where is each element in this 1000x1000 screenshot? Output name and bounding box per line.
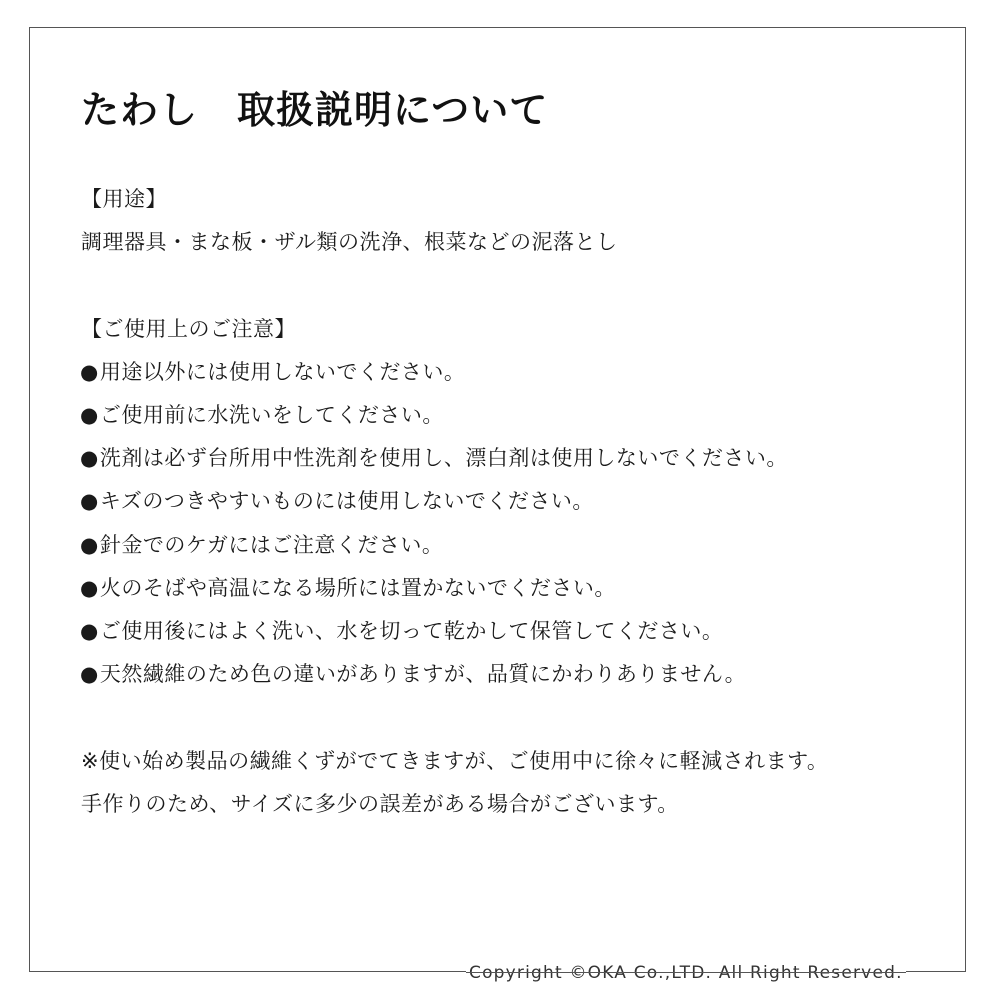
caution-item-text: キズのつきやすいものには使用しないでください。 [99,489,594,513]
bullet-icon: ● [80,662,99,686]
caution-item-text: 天然繊維のため色の違いがありますが、品質にかわりありません。 [99,662,747,686]
note-line: ※使い始め製品の繊維くずがでてきますが、ご使用中に徐々に軽減されます。 [81,749,829,773]
note-line: 手作りのため、サイズに多少の誤差がある場合がございます。 [81,792,679,816]
caution-item [80,400,444,430]
caution-item [80,573,616,603]
bullet-icon: ● [80,576,99,600]
copyright-block [466,958,906,988]
bullet-icon: ● [80,446,99,470]
caution-item-text: 洗剤は必ず台所用中性洗剤を使用し、漂白剤は使用しないでください。 [99,446,788,470]
caution-item [80,530,443,560]
copyright-text: Copyright ©OKA Co.,LTD. All Right Reserved. [469,963,903,983]
bullet-icon: ● [80,489,99,513]
bullet-icon: ● [80,403,99,427]
caution-item [80,616,723,646]
caution-item [80,486,594,516]
page-title: たわし 取扱説明について [81,88,549,132]
caution-item-text: ご使用後にはよく洗い、水を切って乾かして保管してください。 [99,619,724,643]
caution-item [80,443,788,473]
caution-item [80,357,465,387]
usage-text: 調理器具・まな板・ザル類の洗浄、根菜などの泥落とし [81,230,618,254]
cautions-heading: 【ご使用上のご注意】 [81,317,296,341]
usage-heading: 【用途】 [81,187,167,211]
caution-item-text: 針金でのケガにはご注意ください。 [99,533,444,557]
bullet-icon: ● [80,360,99,384]
bullet-icon: ● [80,619,99,643]
caution-item-text: 火のそばや高温になる場所には置かないでください。 [99,576,616,600]
caution-item-text: ご使用前に水洗いをしてください。 [99,403,444,427]
bullet-icon: ● [80,533,99,557]
caution-item [80,659,746,689]
caution-item-text: 用途以外には使用しないでください。 [99,360,466,384]
frame-bottom-line [466,972,906,973]
